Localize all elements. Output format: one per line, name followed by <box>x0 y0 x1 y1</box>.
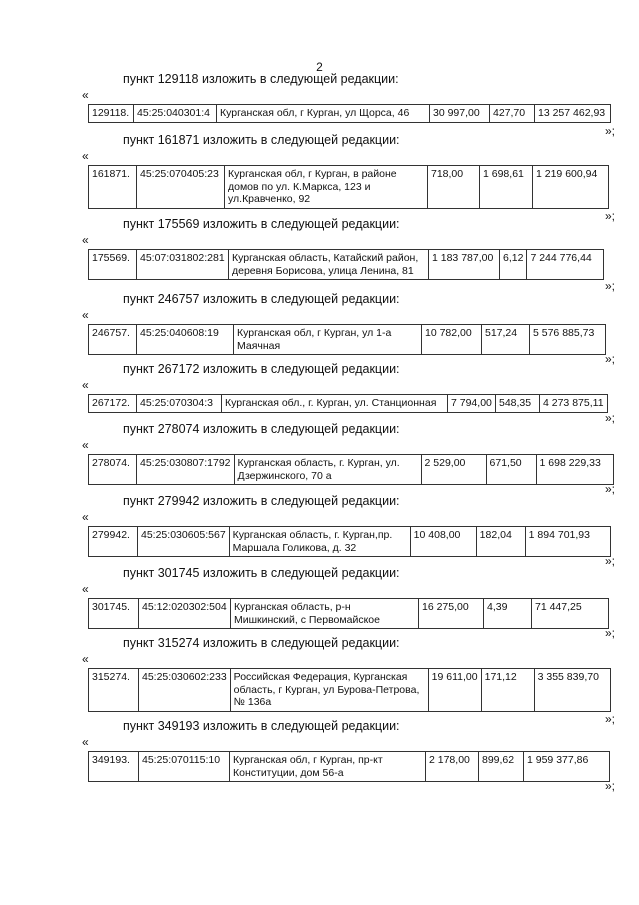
row-number-cell: 246757. <box>89 325 137 355</box>
cadastral-value-cell: 13 257 462,93 <box>535 105 611 123</box>
row-number-cell: 267172. <box>89 395 137 413</box>
address-cell: Курганская обл., г. Курган, ул. Станционная <box>222 395 448 413</box>
rate-cell: 4,39 <box>484 599 532 629</box>
cadastral-value-cell: 1 698 229,33 <box>536 455 613 485</box>
land-plot-table <box>88 165 609 209</box>
table-row <box>89 105 611 123</box>
table-row <box>89 166 609 209</box>
area-cell: 10 782,00 <box>422 325 482 355</box>
amendment-heading: пункт 349193 изложить в следующей редакции: <box>123 719 400 733</box>
cadastral-value-cell: 1 894 701,93 <box>525 527 610 557</box>
rate-cell: 6,12 <box>500 250 527 280</box>
address-cell: Курганская область, г. Курган,пр. Маршала Голикова, д. 32 <box>229 527 410 557</box>
closing-quote: »; <box>604 124 615 138</box>
area-cell: 718,00 <box>428 166 480 209</box>
land-plot-table <box>88 751 610 782</box>
cadastral-value-cell: 3 355 839,70 <box>534 669 610 712</box>
table-row <box>89 455 614 485</box>
land-plot-table <box>88 526 611 557</box>
table-row <box>89 752 610 782</box>
amendment-heading: пункт 175569 изложить в следующей редакции: <box>123 217 400 231</box>
area-cell: 30 997,00 <box>430 105 490 123</box>
opening-quote: « <box>82 510 89 524</box>
area-cell: 7 794,00 <box>448 395 496 413</box>
opening-quote: « <box>82 735 89 749</box>
address-cell: Курганская обл, г Курган, ул Щорса, 46 <box>217 105 430 123</box>
table-row <box>89 599 609 629</box>
address-cell: Курганская обл, г Курган, ул 1-а Маячная <box>234 325 422 355</box>
amendment-heading: пункт 279942 изложить в следующей редакции: <box>123 494 400 508</box>
row-number-cell: 315274. <box>89 669 139 712</box>
address-cell: Курганская обл, г Курган, пр-кт Конституции, дом 56-а <box>230 752 426 782</box>
area-cell: 16 275,00 <box>419 599 484 629</box>
cadastral-number-cell: 45:07:031802:281 <box>137 250 229 280</box>
table-row <box>89 250 604 280</box>
address-cell: Курганская обл, г Курган, в районе домов по ул. К.Маркса, 123 и ул.Кравченко, 92 <box>225 166 428 209</box>
land-plot-table <box>88 394 608 413</box>
cadastral-value-cell: 71 447,25 <box>532 599 609 629</box>
land-plot-table <box>88 324 606 355</box>
land-plot-table <box>88 668 611 712</box>
area-cell: 19 611,00 <box>428 669 481 712</box>
area-cell: 1 183 787,00 <box>429 250 500 280</box>
closing-quote: »; <box>604 352 615 366</box>
opening-quote: « <box>82 378 89 392</box>
cadastral-value-cell: 1 219 600,94 <box>533 166 609 209</box>
rate-cell: 1 698,61 <box>480 166 533 209</box>
page-number: 2 <box>316 60 323 74</box>
closing-quote: »; <box>604 779 615 793</box>
opening-quote: « <box>82 308 89 322</box>
row-number-cell: 279942. <box>89 527 138 557</box>
table-row <box>89 527 611 557</box>
opening-quote: « <box>82 233 89 247</box>
closing-quote: »; <box>604 209 615 223</box>
amendment-heading: пункт 161871 изложить в следующей редакции: <box>123 133 400 147</box>
land-plot-table <box>88 454 614 485</box>
address-cell: Курганская область, г. Курган, ул. Дзержинского, 70 а <box>234 455 421 485</box>
table-row <box>89 669 611 712</box>
land-plot-table <box>88 249 604 280</box>
cadastral-number-cell: 45:25:040301:4 <box>134 105 217 123</box>
opening-quote: « <box>82 88 89 102</box>
opening-quote: « <box>82 582 89 596</box>
rate-cell: 517,24 <box>482 325 530 355</box>
closing-quote: »; <box>604 626 615 640</box>
opening-quote: « <box>82 652 89 666</box>
rate-cell: 899,62 <box>479 752 524 782</box>
address-cell: Российская Федерация, Курганская область, г Курган, ул Бурова-Петрова, № 136а <box>230 669 428 712</box>
area-cell: 2 529,00 <box>421 455 486 485</box>
rate-cell: 427,70 <box>490 105 535 123</box>
amendment-heading: пункт 246757 изложить в следующей редакции: <box>123 292 400 306</box>
cadastral-value-cell: 5 576 885,73 <box>530 325 606 355</box>
closing-quote: »; <box>604 279 615 293</box>
rate-cell: 171,12 <box>481 669 534 712</box>
cadastral-number-cell: 45:25:030807:1792 <box>137 455 235 485</box>
rate-cell: 548,35 <box>496 395 540 413</box>
table-row <box>89 325 606 355</box>
closing-quote: »; <box>604 411 615 425</box>
amendment-heading: пункт 301745 изложить в следующей редакции: <box>123 566 400 580</box>
cadastral-number-cell: 45:25:070405:23 <box>137 166 225 209</box>
rate-cell: 182,04 <box>476 527 525 557</box>
cadastral-value-cell: 4 273 875,11 <box>540 395 608 413</box>
cadastral-number-cell: 45:25:070115:10 <box>139 752 230 782</box>
amendment-heading: пункт 129118 изложить в следующей редакции: <box>123 72 399 86</box>
closing-quote: »; <box>604 712 615 726</box>
opening-quote: « <box>82 438 89 452</box>
land-plot-table <box>88 598 609 629</box>
cadastral-number-cell: 45:12:020302:504 <box>139 599 231 629</box>
row-number-cell: 129118. <box>89 105 134 123</box>
row-number-cell: 175569. <box>89 250 137 280</box>
row-number-cell: 349193. <box>89 752 139 782</box>
cadastral-number-cell: 45:25:070304:3 <box>137 395 222 413</box>
amendment-heading: пункт 315274 изложить в следующей редакции: <box>123 636 400 650</box>
opening-quote: « <box>82 149 89 163</box>
area-cell: 10 408,00 <box>410 527 476 557</box>
row-number-cell: 161871. <box>89 166 137 209</box>
cadastral-value-cell: 7 244 776,44 <box>527 250 604 280</box>
cadastral-number-cell: 45:25:030605:567 <box>138 527 230 557</box>
address-cell: Курганская область, Катайский район, деревня Борисова, улица Ленина, 81 <box>229 250 429 280</box>
rate-cell: 671,50 <box>486 455 536 485</box>
table-row <box>89 395 608 413</box>
cadastral-number-cell: 45:25:030602:233 <box>139 669 231 712</box>
row-number-cell: 278074. <box>89 455 137 485</box>
amendment-heading: пункт 267172 изложить в следующей редакции: <box>123 362 400 376</box>
land-plot-table <box>88 104 611 123</box>
cadastral-value-cell: 1 959 377,86 <box>524 752 610 782</box>
row-number-cell: 301745. <box>89 599 139 629</box>
closing-quote: »; <box>604 554 615 568</box>
cadastral-number-cell: 45:25:040608:19 <box>137 325 234 355</box>
amendment-heading: пункт 278074 изложить в следующей редакции: <box>123 422 400 436</box>
area-cell: 2 178,00 <box>426 752 479 782</box>
closing-quote: »; <box>604 482 615 496</box>
address-cell: Курганская область, р-н Мишкинский, с Первомайское <box>231 599 419 629</box>
